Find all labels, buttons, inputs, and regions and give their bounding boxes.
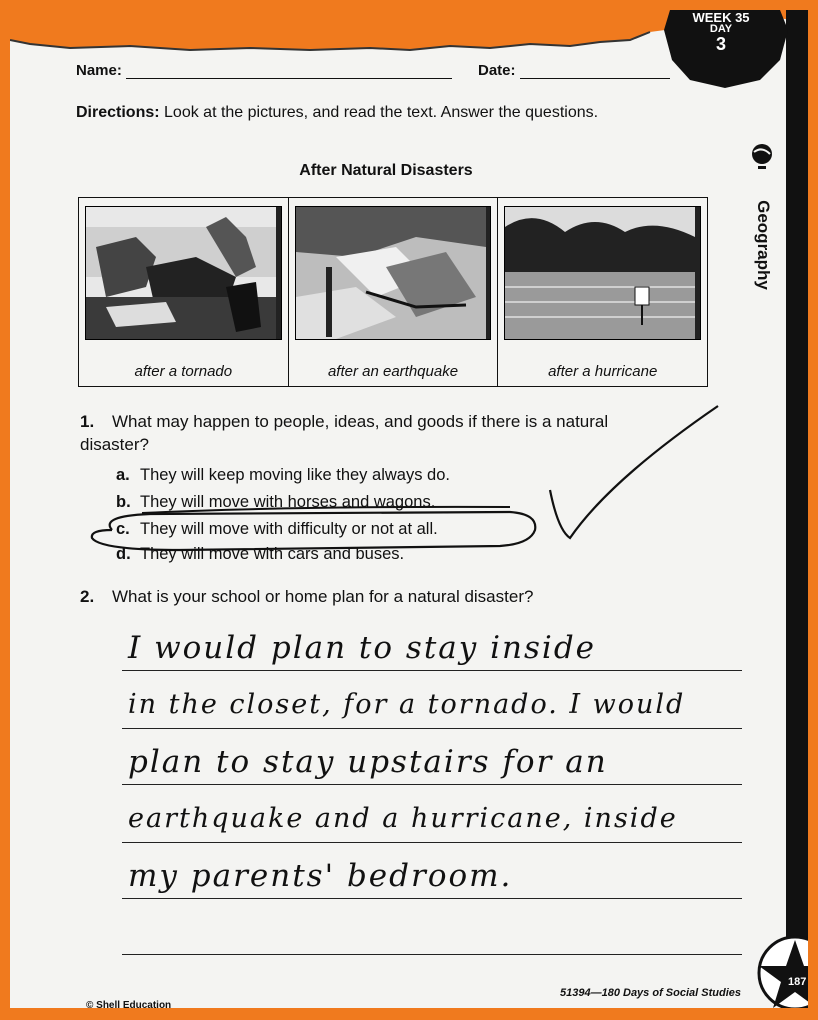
handwriting-line-5: my parents' bedroom. [128, 858, 513, 894]
question-1-text: What may happen to people, ideas, and goods if there is a natural disaster? [80, 412, 609, 454]
question-1-number: 1. [80, 412, 95, 431]
question-2-text: What is your school or home plan for a natural disaster? [112, 587, 534, 606]
option-a-letter: a. [116, 466, 130, 484]
option-b-letter: b. [116, 493, 131, 511]
page-star-icon [755, 928, 808, 1008]
handwriting-line-3: plan to stay upstairs for an [128, 744, 608, 780]
name-label: Name: [76, 62, 122, 79]
day-number: 3 [715, 34, 726, 54]
directions-label: Directions: [76, 104, 160, 121]
handwriting-line-1: I would plan to stay inside [128, 630, 597, 666]
section-title: After Natural Disasters [299, 162, 473, 179]
answer-line-6[interactable] [122, 954, 742, 955]
option-c-text: They will move with difficulty or not at all. [140, 520, 438, 538]
checkmark-icon [550, 406, 718, 538]
answer-circle [92, 512, 535, 550]
worksheet-page [10, 10, 808, 1008]
directions-text: Look at the pictures, and read the text. Answer the questions. [159, 104, 599, 121]
question-2-number: 2. [80, 587, 95, 606]
handwriting-line-2: in the closet, for a tornado. I would [128, 689, 686, 720]
week-label: WEEK 35 [692, 10, 750, 25]
day-label: DAY [709, 23, 733, 35]
option-d-text: They will move with cars and buses. [140, 545, 405, 563]
question-2 [80, 585, 680, 608]
caption-hurricane: after a hurricane [548, 363, 658, 380]
option-a-text: They will keep moving like they always do. [140, 466, 450, 484]
option-b-text: They will move with horses and wagons. [140, 493, 436, 511]
option-d-letter: d. [116, 545, 131, 563]
page-number: 187 [788, 976, 807, 988]
footer-copyright: © Shell Education [86, 1000, 172, 1008]
handwritten-answer [128, 624, 768, 909]
caption-earthquake: after an earthquake [327, 363, 459, 380]
subject-label: Geography [754, 200, 773, 290]
option-c-letter: c. [116, 520, 130, 538]
caption-tornado: after a tornado [134, 363, 233, 380]
handwriting-line-4: earthquake and a hurricane, inside [128, 803, 678, 834]
footer-book-title: 51394—180 Days of Social Studies [560, 987, 741, 999]
date-label: Date: [478, 62, 516, 79]
